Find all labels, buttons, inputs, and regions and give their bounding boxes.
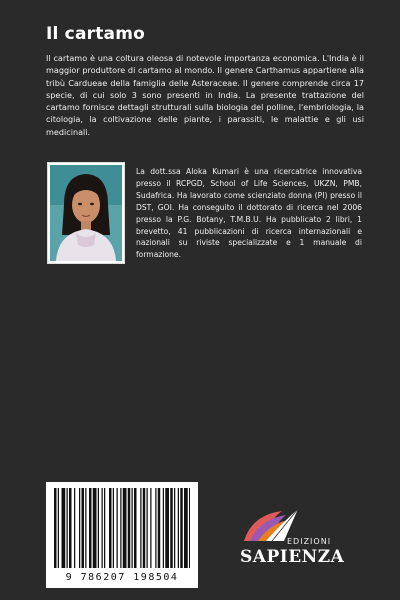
barcode-bar [62,488,66,568]
barcode-bar [174,488,175,568]
barcode-bar [102,488,103,568]
isbn-barcode [46,482,198,588]
barcode-bar [132,488,133,568]
barcode-bar [85,488,86,568]
barcode-bar [180,488,183,568]
barcode-bar [79,488,80,568]
barcode-bar [58,488,59,568]
barcode-bar [140,488,141,568]
barcode-bar [98,488,99,568]
barcode-bar [69,488,72,568]
barcode-bar [158,488,161,568]
barcode-bar [184,488,188,568]
barcode-bar [109,488,112,568]
barcode-bar [150,488,151,568]
barcode-bar [189,488,190,568]
barcode-bar [170,488,173,568]
publisher-edizioni: EDIZIONI [287,537,332,546]
barcode-bar [54,488,57,568]
barcode-bar [89,488,92,568]
barcode-bar [120,488,121,568]
barcode-bar [147,488,148,568]
barcode-bar [163,488,164,568]
barcode-bar [67,488,68,568]
barcode-bar [155,488,156,568]
barcode-bar [128,488,131,568]
barcode-bar [143,488,146,568]
publisher-logo [240,505,370,575]
barcode-bar [74,488,75,568]
publisher-name: SAPIENZA [240,547,345,567]
barcode-bar [123,488,127,568]
author-photo [47,162,125,264]
barcode-bar [82,488,85,568]
title: Il cartamo [46,24,145,44]
barcode-bar [117,488,118,568]
barcode-bar [134,488,137,568]
barcode-bar [165,488,169,568]
book-description: Il cartamo è una coltura oleosa di notevole importanza economica. L'India è il maggior produttore di cartamo al mondo. Il genere Carthamus appartiene alla tribù Cardueae della famiglia delle Asteraceae. Il genere comprende circa 17 specie, di cui solo 3 sono presenti in India. La presente trattazione del cartamo fornisce dettagli strutturali sulla biologia del polline, l'embriologia, la citologia, la coltivazione delle piante, i parassiti, le malattie e gli usi medicinali. [46,53,364,137]
barcode-bar [104,488,105,568]
barcode-bar [113,488,114,568]
author-bio: La dott.ssa Aloka Kumari è una ricercatrice innovativa presso il RCPGD, School of Life Sciences, UKZN, PMB, Sudafrica. Ha lavorato come scienziato donna (PI) presso il DST, GOI. Ha conseguito il dottorato di ricerca nel 2006 presso la P.G. Botany, T.M.B.U. Ha pubblicato 2 libri, 1 brevetto, 41 pubblicazioni di ricerca internazionali e nazionali su riviste specializzate e 1 manuale di formazione. [136,167,362,260]
barcode-digits: 9 786207 198504 [65,572,179,583]
barcode-bar [93,488,97,568]
barcode-bar [178,488,179,568]
